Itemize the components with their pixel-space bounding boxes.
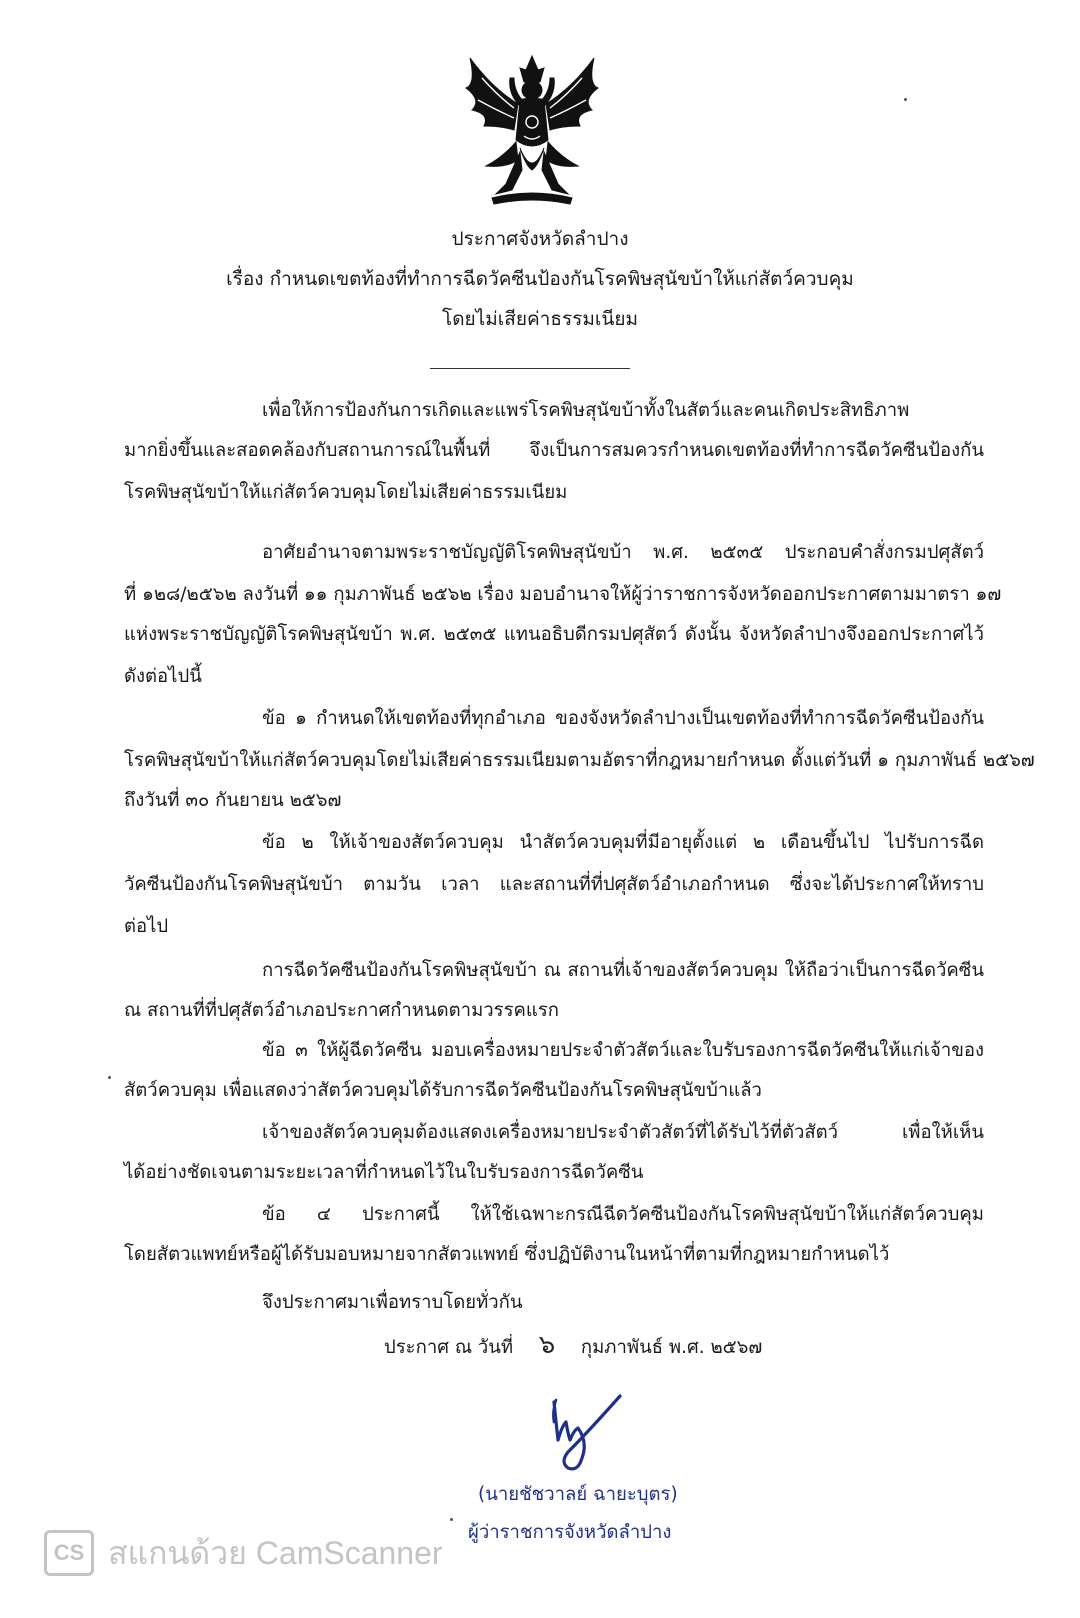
- announcement-subject-continued: โดยไม่เสียค่าธรรมเนียม: [441, 308, 639, 330]
- clause-2-line-2: วัคซีนป้องกันโรคพิษสุนัขบ้า ตามวัน เวลา และสถานที่ที่ปศุสัตว์อำเภอกำหนด ซึ่งจะได้ประกาศให้ทราบ: [124, 874, 984, 895]
- announcement-subject: เรื่อง กำหนดเขตท้องที่ทำการฉีดวัคซีนป้องกันโรคพิษสุนัขบ้าให้แก่สัตว์ควบคุม: [226, 268, 854, 290]
- clause-2b-line-1: การฉีดวัคซีนป้องกันโรคพิษสุนัขบ้า ณ สถานที่เจ้าของสัตว์ควบคุม ให้ถือว่าเป็นการฉีดวัคซีน: [262, 960, 984, 981]
- date-suffix: กุมภาพันธ์ พ.ศ. ๒๕๖๗: [580, 1337, 763, 1358]
- clause-2-line-1: ข้อ ๒ ให้เจ้าของสัตว์ควบคุม นำสัตว์ควบคุมที่มีอายุตั้งแต่ ๒ เดือนขึ้นไป ไปรับการฉีด: [262, 832, 984, 853]
- paragraph-1-line-3: โรคพิษสุนัขบ้าให้แก่สัตว์ควบคุมโดยไม่เสียค่าธรรมเนียม: [124, 482, 568, 503]
- paragraph-1-line-2: มากยิ่งขึ้นและสอดคล้องกับสถานการณ์ในพื้นที่ จึงเป็นการสมควรกำหนดเขตท้องที่ทำการฉีดวัคซีนป้องกัน: [124, 440, 984, 461]
- paragraph-1-line-1: เพื่อให้การป้องกันการเกิดและแพร่โรคพิษสุนัขบ้าทั้งในสัตว์และคนเกิดประสิทธิภาพ: [262, 400, 910, 421]
- signer-name: (นายชัชวาลย์ ฉายะบุตร): [478, 1484, 678, 1505]
- garuda-emblem-icon: [462, 48, 602, 208]
- clause-3b-line-2: ได้อย่างชัดเจนตามระยะเวลาที่กำหนดไว้ในใบรับรองการฉีดวัคซีน: [124, 1162, 644, 1183]
- header-divider: [430, 368, 630, 369]
- closing-announce: จึงประกาศมาเพื่อทราบโดยทั่วกัน: [262, 1292, 523, 1313]
- announcement-date: [384, 1332, 884, 1361]
- camscanner-watermark: [44, 1528, 443, 1578]
- camscanner-text: สแกนด้วย CamScanner: [108, 1534, 443, 1571]
- clause-4-line-2: โดยสัตวแพทย์หรือผู้ได้รับมอบหมายจากสัตวแพทย์ ซึ่งปฏิบัติงานในหน้าที่ตามที่กฎหมายกำหนดไว้: [124, 1244, 890, 1265]
- paragraph-2-line-4: ดังต่อไปนี้: [124, 666, 202, 687]
- paragraph-2-line-3: แห่งพระราชบัญญัติโรคพิษสุนัขบ้า พ.ศ. ๒๕๓๕ แทนอธิบดีกรมปศุสัตว์ ดังนั้น จังหวัดลำปางจึงออกประกาศไว้: [124, 624, 984, 645]
- clause-2-line-3: ต่อไป: [124, 916, 169, 937]
- clause-2b-line-2: ณ สถานที่ที่ปศุสัตว์อำเภอประกาศกำหนดตามวรรคแรก: [124, 1000, 559, 1021]
- signer-title: ผู้ว่าราชการจังหวัดลำปาง: [468, 1522, 672, 1543]
- date-day: ๖: [538, 1330, 556, 1360]
- clause-1-line-1: ข้อ ๑ กำหนดให้เขตท้องที่ทุกอำเภอ ของจังหวัดลำปางเป็นเขตท้องที่ทำการฉีดวัคซีนป้องกัน: [262, 708, 984, 729]
- scan-speck: [450, 1518, 453, 1521]
- paragraph-2-line-1: อาศัยอำนาจตามพระราชบัญญัติโรคพิษสุนัขบ้า พ.ศ. ๒๕๓๕ ประกอบคำสั่งกรมปศุสัตว์: [262, 542, 984, 563]
- paragraph-2-line-2: ที่ ๑๒๘/๒๕๖๒ ลงวันที่ ๑๑ กุมภาพันธ์ ๒๕๖๒ เรื่อง มอบอำนาจให้ผู้ว่าราชการจังหวัดออกประกาศตามมาตรา ๑๗: [124, 584, 1002, 605]
- clause-3-line-1: ข้อ ๓ ให้ผู้ฉีดวัคซีน มอบเครื่องหมายประจำตัวสัตว์และใบรับรองการฉีดวัคซีนให้แก่เจ้าของ: [262, 1040, 984, 1061]
- clause-4-line-1: ข้อ ๔ ประกาศนี้ ให้ใช้เฉพาะกรณีฉีดวัคซีนป้องกันโรคพิษสุนัขบ้าให้แก่สัตว์ควบคุม: [262, 1204, 984, 1225]
- scan-speck: [108, 1076, 111, 1079]
- scan-speck: [904, 98, 907, 101]
- clause-1-line-2: โรคพิษสุนัขบ้าให้แก่สัตว์ควบคุมโดยไม่เสียค่าธรรมเนียมตามอัตราที่กฎหมายกำหนด ตั้งแต่วันที่ ๑ กุมภาพันธ์ ๒๕๖๗: [124, 750, 1035, 771]
- date-prefix: ประกาศ ณ วันที่: [384, 1337, 514, 1358]
- camscanner-logo-icon: CS: [44, 1530, 94, 1576]
- announcement-title: ประกาศจังหวัดลำปาง: [451, 228, 629, 250]
- clause-3-line-2: สัตว์ควบคุม เพื่อแสดงว่าสัตว์ควบคุมได้รับการฉีดวัคซีนป้องกันโรคพิษสุนัขบ้าแล้ว: [124, 1080, 762, 1101]
- signature-icon: [548, 1382, 648, 1482]
- clause-3b-line-1: เจ้าของสัตว์ควบคุมต้องแสดงเครื่องหมายประจำตัวสัตว์ที่ได้รับไว้ที่ตัวสัตว์ เพื่อให้เห็น: [262, 1122, 984, 1143]
- clause-1-line-3: ถึงวันที่ ๓๐ กันยายน ๒๕๖๗: [124, 790, 342, 811]
